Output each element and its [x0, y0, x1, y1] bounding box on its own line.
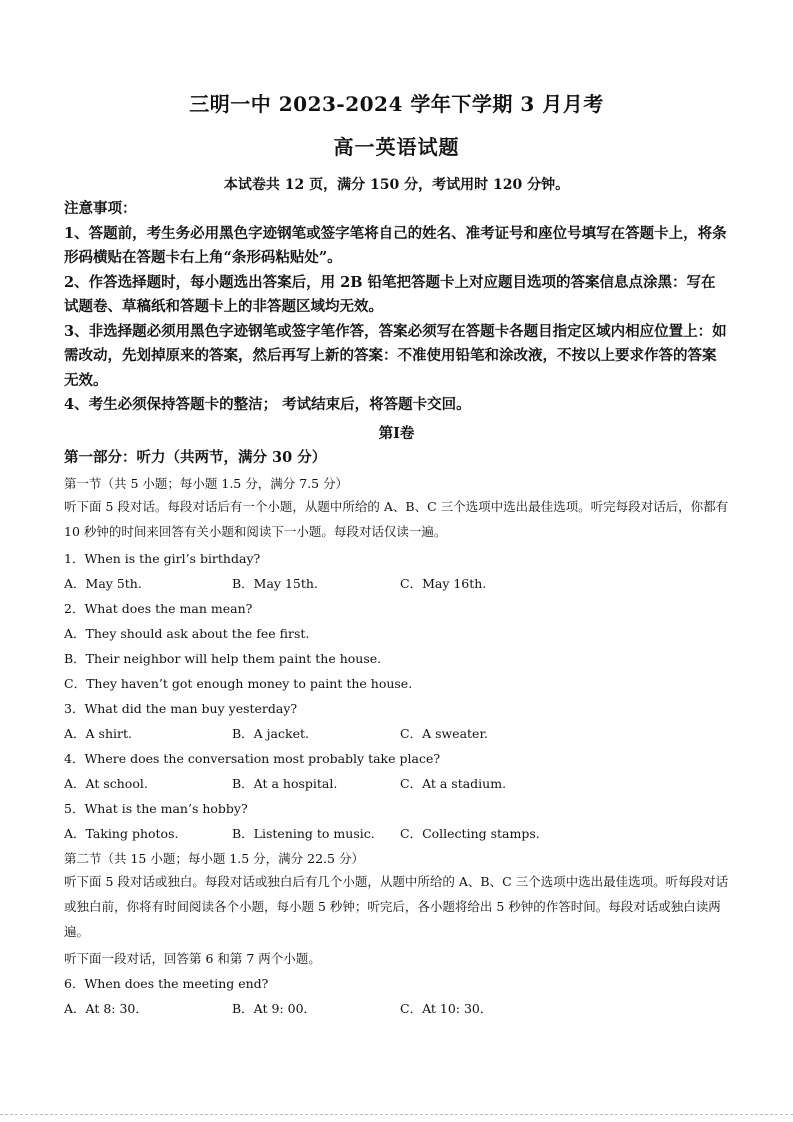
exam-info: 本试卷共 12 页，满分 150 分，考试用时 120 分钟。	[223, 177, 570, 193]
option-c: C．Collecting stamps.	[400, 826, 540, 841]
option-c: C．A sweater.	[400, 726, 489, 741]
option-a: A．Taking photos.	[64, 826, 179, 841]
question-text: 6．When does the meeting end?	[64, 976, 269, 991]
section1-heading: 第一节（共 5 小题；每小题 1.5 分，满分 7.5 分）	[64, 476, 349, 491]
option-b: B．A jacket.	[232, 726, 309, 741]
option-b: B．At 9: 00．	[232, 1001, 317, 1016]
option-b: B．Their neighbor will help them paint the house.	[64, 651, 382, 666]
note-item: 2、作答选择题时，每小题选出答案后，用 2B 铅笔把答题卡上对应题目选项的答案信息点涂黑：写在试题卷、草稿纸和答题卡上的非答题区域均无效。	[64, 273, 716, 315]
question-text: 4．Where does the conversation most probably take place?	[64, 751, 441, 766]
note-item: 4、考生必须保持答题卡的整洁； 考试结束后，将答题卡交回。	[64, 396, 471, 413]
option-c: C．At 10: 30．	[400, 1001, 493, 1016]
note-item: 1、答题前，考生务必用黑色字迹钢笔或签字笔将自己的姓名、准考证号和座位号填写在答题卡上，将条形码横贴在答题卡右上角“条形码粘贴处”。	[64, 224, 727, 266]
page-bottom-divider	[0, 1114, 793, 1115]
note-item: 3、非选择题必须用黑色字迹钢笔或签字笔作答，答案必须写在答题卡各题目指定区域内相应位置上：如需改动，先划掉原来的答案，然后再写上新的答案：不准使用铅笔和涂改液，不按以上要求作答的答案无效。	[64, 322, 727, 389]
part1-heading: 第一部分：听力（共两节，满分 30 分）	[64, 449, 327, 466]
question-text: 2．What does the man mean?	[64, 601, 253, 616]
notes-heading: 注意事项：	[64, 200, 137, 217]
option-b: B．Listening to music.	[232, 826, 375, 841]
exam-subject-title: 高一英语试题	[333, 135, 460, 159]
section2-heading: 第二节（共 15 小题；每小题 1.5 分，满分 22.5 分）	[64, 851, 364, 866]
option-a: A．At school.	[64, 776, 148, 791]
option-a: A．A shirt.	[64, 726, 132, 741]
option-a: A．They should ask about the fee first.	[64, 626, 310, 641]
option-a: A．May 5th.	[64, 576, 142, 591]
option-a: A．At 8: 30．	[64, 1001, 148, 1016]
question-text: 3．What did the man buy yesterday?	[64, 701, 298, 716]
section1-instructions: 听下面 5 段对话。每段对话后有一个小题，从题中所给的 A、B、C 三个选项中选出最佳选项。听完每段对话后，你都有 10 秒钟的时间来回答有关小题和阅读下一小题。每段对话仅读一遍。	[64, 499, 729, 539]
volume-label: 第Ⅰ卷	[378, 425, 415, 442]
option-c: C．At a stadium.	[400, 776, 507, 791]
option-b: B．May 15th.	[232, 576, 318, 591]
option-b: B．At a hospital.	[232, 776, 338, 791]
section2-instructions: 听下面 5 段对话或独白。每段对话或独白后有几个小题，从题中所给的 A、B、C 三个选项中选出最佳选项。听每段对话或独白前，你将有时间阅读各个小题，每小题 5 秒钟；听完后，各小题将给出 5 秒钟的作答时间。每段对话或独白读两遍。	[64, 874, 729, 939]
question-text: 5．What is the man’s hobby?	[64, 801, 248, 816]
notes-block	[64, 197, 730, 418]
question-text: 1．When is the girl’s birthday?	[64, 551, 261, 566]
option-c: C．May 16th.	[400, 576, 487, 591]
exam-title: 三明一中 2023-2024 学年下学期 3 月月考	[189, 92, 604, 116]
option-c: C．They haven’t got enough money to paint the house.	[64, 676, 413, 691]
section2-prompt: 听下面一段对话，回答第 6 和第 7 两个小题。	[64, 951, 321, 966]
